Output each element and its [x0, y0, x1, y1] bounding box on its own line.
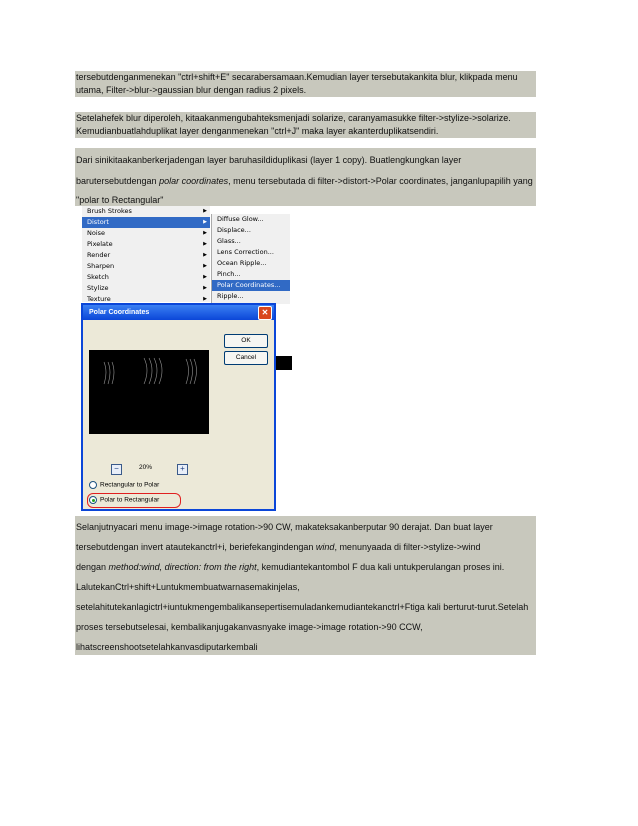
- text-fragment: barutersebutdengan: [76, 176, 160, 186]
- radio-rectangular-to-polar[interactable]: [89, 481, 159, 489]
- text-fragment: , menunyaada di filter->stylize->wind: [334, 542, 481, 552]
- text-line: lihatscreenshootsetelahkanvasdiputarkembali: [76, 642, 258, 652]
- menu-item-diffuse-glow[interactable]: Diffuse Glow...: [217, 215, 264, 223]
- text-line: [75, 562, 504, 572]
- paragraph-1: [75, 71, 536, 97]
- text-line: [75, 542, 481, 552]
- zoom-in-button[interactable]: +: [177, 464, 188, 475]
- text-fragment: tersebutdengan invert atautekanctrl+i, beriefekangindengan: [76, 542, 316, 552]
- dialog-titlebar: [83, 305, 274, 320]
- text-fragment: dengan: [76, 562, 109, 572]
- text-line: utama, Filter->blur->gaussian blur dengan radius 2 pixels.: [76, 85, 307, 95]
- polar-coordinates-dialog: [81, 303, 276, 511]
- menu-item-distort[interactable]: Distort ▶: [82, 217, 210, 228]
- menu-item-ripple[interactable]: Ripple...: [217, 292, 244, 300]
- radio-circle-icon: [89, 481, 97, 489]
- radio-label: Rectangular to Polar: [100, 481, 160, 489]
- text-line: Setelahefek blur diperoleh, kitaakanmengubahteksmenjadi solarize, caranyamasukke filter->stylize->solarize.: [76, 113, 511, 123]
- preview-image: [89, 350, 209, 434]
- menu-item-noise[interactable]: Noise ▶: [87, 229, 207, 237]
- menu-item-displace[interactable]: Displace...: [217, 226, 251, 234]
- red-highlight-circle: [87, 493, 181, 508]
- menu-item-polar-coordinates[interactable]: Polar Coordinates...: [212, 280, 290, 291]
- text-line: LalutekanCtrl+shift+Luntukmembuatwarnasemakinjelas,: [76, 582, 300, 592]
- text-line: "polar to Rectangular": [76, 195, 164, 205]
- menu-item-sharpen[interactable]: Sharpen ▶: [87, 262, 207, 270]
- canvas-edge: [275, 356, 292, 370]
- menu-item-ocean-ripple[interactable]: Ocean Ripple...: [217, 259, 267, 267]
- menu-item-sketch[interactable]: Sketch ▶: [87, 273, 207, 281]
- menu-item-lens-correction[interactable]: Lens Correction...: [217, 248, 274, 256]
- text-line: [75, 176, 533, 186]
- paragraph-2: [75, 112, 536, 138]
- dialog-title: Polar Coordinates: [89, 309, 150, 316]
- paragraph-4: [75, 516, 536, 655]
- text-line: proses tersebutselesai, kembalikanjugakanvasnyake image->image rotation->90 CCW,: [76, 622, 423, 632]
- menu-item-pixelate[interactable]: Pixelate ▶: [87, 240, 207, 248]
- ok-button[interactable]: OK: [224, 334, 268, 348]
- emphasis: polar coordinates: [159, 176, 229, 186]
- filter-menu: [82, 206, 210, 302]
- menu-item-brush-strokes[interactable]: Brush Strokes ▶: [87, 207, 207, 215]
- text-line: tersebutdenganmenekan "ctrl+shift+E" secarabersamaan.Kemudian layer tersebutakankita blur, klikpada menu: [76, 72, 518, 82]
- radio-label: Polar to Rectangular: [100, 496, 160, 504]
- text-line: Selanjutnyacari menu image->image rotation->90 CW, makateksakanberputar 90 derajat. Dan buat layer: [76, 522, 493, 532]
- text-fragment: , menu tersebutada di filter->distort->Polar coordinates, janganlupapilih yang: [228, 176, 533, 186]
- preview-graphic: [89, 350, 209, 434]
- menu-item-pinch[interactable]: Pinch...: [217, 270, 241, 278]
- zoom-out-button[interactable]: −: [111, 464, 122, 475]
- menu-item-render[interactable]: Render ▶: [87, 251, 207, 259]
- menu-item-stylize[interactable]: Stylize ▶: [87, 284, 207, 292]
- close-icon[interactable]: ✕: [258, 306, 272, 320]
- text-line: setelahitutekanlagictrl+iuntukmengembalikansepertisemuladankemudiantekanctrl+Ftiga kali berturut-turut.Setelah: [76, 602, 529, 612]
- text-line: Kemudianbuatlahduplikat layer denganmenekan "ctrl+J" maka layer akanterduplikatsendiri.: [76, 126, 439, 136]
- text-line: Dari sinikitaakanberkerjadengan layer baruhasildiduplikasi (layer 1 copy). Buatlengkungkan layer: [76, 155, 462, 165]
- text-fragment: , kemudiantekantombol F dua kali untukperulangan proses ini.: [256, 562, 505, 572]
- zoom-level: 20%: [139, 464, 153, 471]
- emphasis: wind: [315, 542, 335, 552]
- polar-coordinates-screenshot: [75, 206, 292, 516]
- emphasis: method:wind, direction: from the right: [108, 562, 257, 572]
- menu-item-glass[interactable]: Glass...: [217, 237, 241, 245]
- cancel-button[interactable]: Cancel: [224, 351, 268, 365]
- distort-submenu: [211, 214, 290, 304]
- paragraph-3: [75, 148, 536, 206]
- menu-item-texture[interactable]: Texture ▶: [87, 295, 207, 303]
